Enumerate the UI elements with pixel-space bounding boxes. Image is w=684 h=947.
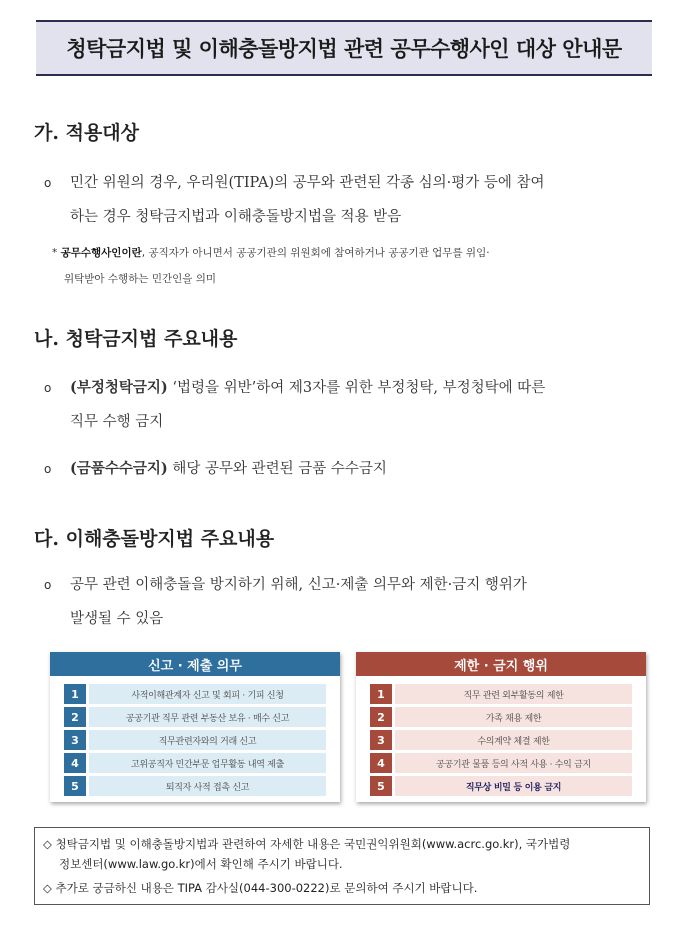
report-duties-title: 신고 · 제출 의무 xyxy=(50,652,340,676)
bullet-icon: o xyxy=(44,578,52,592)
section-c-line2: 발생될 수 있음 xyxy=(70,611,164,627)
notice-line3 xyxy=(43,878,643,898)
panel-row xyxy=(370,776,632,796)
row-text: 공공기관 물품 등의 사적 사용 · 수익 금지 xyxy=(395,753,632,773)
panel-row xyxy=(64,753,326,773)
row-number: 3 xyxy=(370,730,392,750)
row-number: 2 xyxy=(64,707,86,727)
panel-row xyxy=(64,776,326,796)
note-term: 공무수행사인이란 xyxy=(60,247,142,259)
row-number: 3 xyxy=(64,730,86,750)
restrictions-panel xyxy=(356,652,646,802)
item1-line1: ‘법령을 위반’하여 제3자를 위한 부정청탁, 부정청탁에 따른 xyxy=(167,380,546,396)
row-number: 5 xyxy=(370,776,392,796)
contact-notice-box xyxy=(34,827,650,905)
row-text: 공공기관 직무 관련 부동산 보유 · 매수 신고 xyxy=(89,707,326,727)
row-number: 5 xyxy=(64,776,86,796)
note-line2: 위탁받아 수행하는 민간인을 의미 xyxy=(64,273,217,285)
section-a-paragraph xyxy=(44,166,664,234)
report-duties-list xyxy=(50,676,340,796)
notice-line2: 정보센터(www.law.go.kr)에서 확인해 주시기 바랍니다. xyxy=(59,857,343,871)
bullet-icon: o xyxy=(44,176,52,190)
row-text: 사적이해관계자 신고 및 회피 · 기피 신청 xyxy=(89,684,326,704)
row-text: 퇴직자 사적 접촉 신고 xyxy=(89,776,326,796)
panel-row xyxy=(370,730,632,750)
row-number: 1 xyxy=(64,684,86,704)
diamond-icon: ◇ xyxy=(43,837,52,851)
row-text: 직무관련자와의 거래 신고 xyxy=(89,730,326,750)
panel-row xyxy=(64,730,326,750)
notice-line1 xyxy=(43,834,643,854)
section-a-line1: 민간 위원의 경우, 우리원(TIPA)의 공무와 관련된 각종 심의·평가 등에 참여 xyxy=(70,175,545,191)
restrictions-list xyxy=(356,676,646,796)
section-a-heading: 가. 적용대상 xyxy=(34,122,139,144)
section-a-line2: 하는 경우 청탁금지법과 이해충돌방지법을 적용 받음 xyxy=(70,209,402,225)
note-star: * xyxy=(52,247,58,259)
document-title-box xyxy=(36,20,652,76)
section-b-item2 xyxy=(44,452,664,486)
section-c-line1: 공무 관련 이해충돌을 방지하기 위해, 신고·제출 의무와 제한·금지 행위가 xyxy=(70,577,527,593)
section-a-note xyxy=(52,240,664,292)
panel-row xyxy=(370,707,632,727)
bullet-icon: o xyxy=(44,462,52,476)
row-text: 고위공직자 민간부문 업무활동 내역 제출 xyxy=(89,753,326,773)
row-text: 직무 관련 외부활동의 제한 xyxy=(395,684,632,704)
bullet-icon: o xyxy=(44,381,52,395)
row-number: 4 xyxy=(370,753,392,773)
row-text: 수의계약 체결 제한 xyxy=(395,730,632,750)
section-b-item1 xyxy=(44,371,664,439)
row-text: 직무상 비밀 등 이용 금지 xyxy=(395,776,632,796)
item1-label: (부정청탁금지) xyxy=(70,379,168,396)
item1-line2: 직무 수행 금지 xyxy=(70,414,164,430)
row-number: 1 xyxy=(370,684,392,704)
row-text: 가족 채용 제한 xyxy=(395,707,632,727)
item2-label: (금품수수금지) xyxy=(70,460,168,477)
row-number: 4 xyxy=(64,753,86,773)
panel-row xyxy=(370,753,632,773)
diamond-icon: ◇ xyxy=(43,881,52,895)
row-number: 2 xyxy=(370,707,392,727)
note-line1: , 공직자가 아니면서 공공기관의 위원회에 참여하거나 공공기관 업무를 위임· xyxy=(141,247,490,259)
panel-row xyxy=(64,707,326,727)
restrictions-title: 제한 · 금지 행위 xyxy=(356,652,646,676)
section-c-paragraph xyxy=(44,568,664,636)
panel-row xyxy=(370,684,632,704)
notice-text1: 청탁금지법 및 이해충돌방지법과 관련하여 자세한 내용은 국민권익위원회(www.acrc.go.kr), 국가법령 xyxy=(55,837,571,851)
notice-text3: 추가로 궁금하신 내용은 TIPA 감사실(044-300-0222)로 문의하여 주시기 바랍니다. xyxy=(55,881,478,895)
panel-row xyxy=(64,684,326,704)
document-title: 청탁금지법 및 이해충돌방지법 관련 공무수행사인 대상 안내문 xyxy=(66,37,622,61)
section-c-heading: 다. 이해충돌방지법 주요내용 xyxy=(34,528,275,550)
section-b-heading: 나. 청탁금지법 주요내용 xyxy=(34,328,238,350)
item2-text: 해당 공무와 관련된 금품 수수금지 xyxy=(167,461,387,477)
report-duties-panel xyxy=(50,652,340,802)
